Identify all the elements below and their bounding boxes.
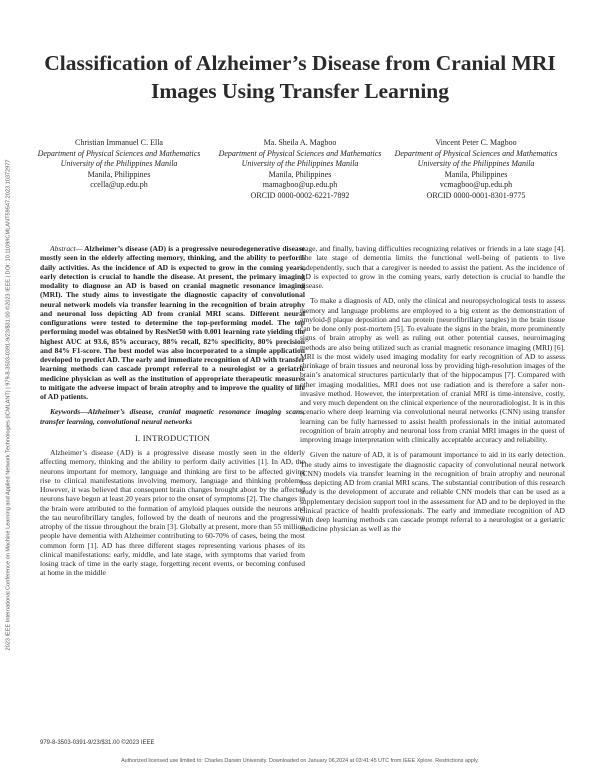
author-department: Department of Physical Sciences and Mathematics <box>218 148 382 158</box>
author-email: mamagboo@up.edu.ph <box>262 180 338 190</box>
author-1 <box>34 138 204 191</box>
abstract-body: Alzheimer’s disease (AD) is a progressive neurodegenerative disease mostly seen in the elderly affecting memory, thinking, and the ability to perform daily activities. As the incidence of AD is expected to grow in the coming years, early detection is crucial to handle the disease. At present, the primary imaging modality to diagnose an AD is based on cranial magnetic resonance imaging (MRI). The study aims to investigate the diagnostic capacity of convolutional neural network models via transfer learning in the recognition of brain atrophy and neuronal loss depicting AD from cranial MRI scans. Different neural configurations were tested to determine the top-performing model. The top performing model was obtained by ResNet50 with 0.001 learning rate yielding the highest AUC at 93.6, 85% accuracy, 88% recall, 82% specificity, 80% precision and 84% F1-score. The best model was also incorporated to a simple application developed to predict AD. The early and immediate recognition of AD with transfer learning methods can cascade prompt referral to a neurologist or a geriatric medicine physician as well as the institution of appropriate therapeutic measures to mitigate the adverse impact of brain atrophy and to improve the quality of life of AD patients. <box>40 244 305 401</box>
keywords: Keywords—Alzheimer’s disease, cranial magnetic resonance imaging scans, transfer learning, convolutional neural networks <box>40 407 305 426</box>
author-block <box>0 138 600 208</box>
intro-paragraph-3: Given the nature of AD, it is of paramount importance to aid in its early detection. The study aims to investigate the diagnostic capacity of convolutional neural network (CNN) models via transfer learning in the recognition of brain atrophy and neuronal loss depicting AD from cranial MRI scans. The substantial contribution of this research study is the development of accurate and reliable CNN models that can be used as a supplementary decision support tool in the assessment for AD and to be deployed in the clinical practice of health professionals. The early and immediate recognition of AD with deep learning methods can cascade prompt referral to a neurologist or a geriatric medicine physician as well as the <box>300 450 565 534</box>
footer-copyright: 979-8-3503-0391-9/23/$31.00 ©2023 IEEE <box>40 740 155 746</box>
author-city: Manila, Philippines <box>268 169 332 179</box>
paper-title: Classification of Alzheimer’s Disease from Cranial MRI Images Using Transfer Learning <box>44 51 556 103</box>
section-heading-introduction: I. INTRODUCTION <box>134 432 211 443</box>
intro-paragraph-2: To make a diagnosis of AD, only the clinical and neuropsychological tests to assess memory and language problems are employed to a big extent as the demonstration of amyloid-β plaque deposition and tau protein (neurofibrillary tangles) in the brain tissue can be done only post-mortem [5]. To evaluate the signs in the brain, more prominently signs of brain atrophy as well as ruling out other potential causes, neuroimaging methods are also being utilized such as cranial magnetic resonance imaging (MRI) [6]. MRI is the most widely used imaging modality for early recognition of AD to assess shrinkage of brain tissues and neuronal loss by providing high-resolution images of the brain’s anatomical structures particularly that of the hippocampus [7]. Compared with other imaging modalities, MRI does not use radiation and is therefore a safer non-invasive method. However, the interpretation of cranial MRI is time-intensive, costly, and very much dependent on the clinical experience of the neuroradiologist. It is in this scenario where deep learning via convolutional neural networks (CNN) using transfer learning can be fully harnessed to assist health professionals in the initial automated recognition of brain atrophy and neuronal loss from cranial MRI images in the quest of improving image interpretation with clinically acceptable accuracy and reliability. <box>300 296 565 444</box>
right-column <box>300 244 565 540</box>
author-email: ccella@up.edu.ph <box>90 180 148 190</box>
author-name: Ma. Sheila A. Magboo <box>263 138 337 147</box>
license-notice: Authorized licensed use limited to: Charles Darwin University. Downloaded on January 06,2024 at 03:41:45 UTC from IEEE Xplore. Restrictions apply. <box>121 758 479 764</box>
author-2 <box>215 138 385 202</box>
author-university: University of the Philippines Manila <box>241 159 359 169</box>
author-university: University of the Philippines Manila <box>417 159 535 169</box>
abstract <box>40 244 305 401</box>
author-orcid: ORCID 0000-0001-8301-9775 <box>426 190 526 200</box>
author-name: Christian Immanuel C. Ella <box>75 138 163 147</box>
author-email: vcmagboo@up.edu.ph <box>439 180 513 190</box>
author-department: Department of Physical Sciences and Mathematics <box>394 148 558 158</box>
left-column <box>40 244 305 584</box>
author-department: Department of Physical Sciences and Mathematics <box>37 148 201 158</box>
author-name: Vincent Peter C. Magboo <box>435 138 517 147</box>
author-3 <box>391 138 561 202</box>
author-city: Manila, Philippines <box>444 169 508 179</box>
author-orcid: ORCID 0000-0002-6221-7892 <box>250 190 350 200</box>
author-university: University of the Philippines Manila <box>60 159 178 169</box>
abstract-lead: Abstract— <box>50 244 83 253</box>
intro-paragraph-1: Alzheimer’s disease (AD) is a progressive disease mostly seen in the elderly affecting memory, thinking and the ability to perform daily activities [1]. In AD, the neurons important for memory, language and thinking are first to be affected giving rise to clinical manifestations involving memory, language and thinking problems. However, it was believed that consequent brain changes brought about by the affected neurons have begun at least 20 years prior to the onset of symptoms [2]. The changes in the brain were attributed to the formation of amyloid plaques outside the neurons and the tau neurofibrillary tangles, followed by the death of neurons and the progressive atrophy of the tissue throughout the brain [3]. Globally at present, more than 55 million people have dementia with Alzheimer contributing to 60-70% of cases, being the most common form [1]. AD has three different stages representing various phases of its clinical manifestations: early, middle, and late stage, with symptoms that varied from losing track of time in the early stage, forgetting recent events, or becoming confused at home in the middle <box>40 448 305 578</box>
intro-paragraph-continued: stage, and finally, having difficulties recognizing relatives or friends in a late stage [4]. The late stage of dementia limits the functional well-being of patients to live independently, such that a caregiver is needed to assist the patient. As the incidence of AD is expected to grow in the coming years, early detection is crucial to handle the disease. <box>300 244 565 290</box>
doi-side-text: 2023 IEEE International Conference on Machine Learning and Applied Network Technologies (ICMLANT) | 979-8-3503-0391-9/23/$31.00 ©2023 IEEE | DOI: 10.1109/ICMLANT59547.2023.10372977 <box>5 159 11 651</box>
author-city: Manila, Philippines <box>87 169 151 179</box>
